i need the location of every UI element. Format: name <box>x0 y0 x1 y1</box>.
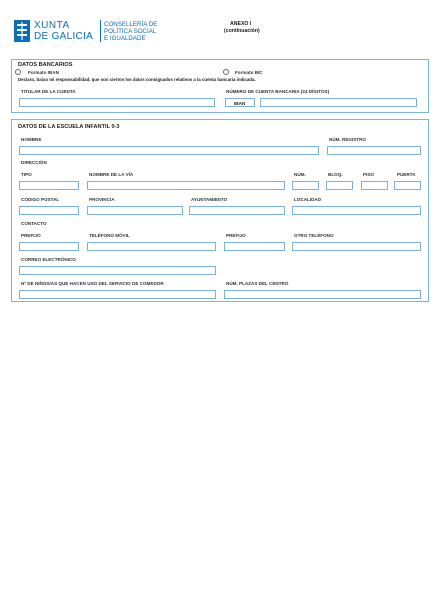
email-label: CORREO ELECTRÓNICO <box>21 257 76 262</box>
children-count-field[interactable] <box>19 290 216 299</box>
name-label: NOMBRE <box>21 137 42 142</box>
mobile-phone-field[interactable] <box>87 242 216 251</box>
mobile-phone-label: TELÉFONO MÓVIL <box>89 233 130 238</box>
council-field[interactable] <box>189 206 285 215</box>
brand-line1: XUNTA <box>34 20 70 31</box>
locality-label: LOCALIDAD <box>294 197 322 202</box>
iban-radio[interactable] <box>15 69 21 75</box>
iban-prefix-text: IBAN <box>234 100 246 106</box>
number-label: NÚM. <box>294 172 306 177</box>
door-label: PUERTA <box>397 172 416 177</box>
postal-code-label: CÓDIGO POSTAL <box>21 197 60 202</box>
iban-option-label: Formato IBAN <box>28 70 59 75</box>
dept-line3: E IGUALDADE <box>104 35 146 42</box>
street-field[interactable] <box>87 181 285 190</box>
other-phone-label: OTRO TELÉFONO <box>294 233 334 238</box>
dept-line2: POLÍTICA SOCIAL <box>104 28 157 35</box>
locality-field[interactable] <box>292 206 421 215</box>
places-label: NÚM. PLAZAS DEL CENTRO <box>226 281 289 286</box>
school-section-title: DATOS DE LA ESCUELA INFANTIL 0-3 <box>18 124 120 130</box>
xunta-logo-icon <box>14 20 30 42</box>
floor-field[interactable] <box>361 181 388 190</box>
iban-prefix-box <box>225 98 255 107</box>
prefix-label: PREFIJO <box>21 233 41 238</box>
bic-radio[interactable] <box>223 69 229 75</box>
number-field[interactable] <box>292 181 319 190</box>
email-field[interactable] <box>19 266 216 275</box>
header <box>12 18 432 48</box>
holder-field[interactable] <box>19 98 215 107</box>
contact-heading: CONTACTO <box>21 221 47 226</box>
prefix-field[interactable] <box>19 242 79 251</box>
street-label: NOMBRE DE LA VÍA <box>89 172 134 177</box>
annex-title: ANEXO I <box>230 21 252 27</box>
bank-section <box>11 59 429 113</box>
block-label: BLOQ. <box>328 172 343 177</box>
bank-section-title: DATOS BANCARIOS <box>18 62 73 68</box>
address-heading: DIRECCIÓN <box>21 160 47 165</box>
province-label: PROVINCIA <box>89 197 115 202</box>
province-field[interactable] <box>87 206 183 215</box>
door-field[interactable] <box>394 181 421 190</box>
registry-label: NÚM. REGISTRO <box>329 137 367 142</box>
name-field[interactable] <box>19 146 319 155</box>
account-label: NÚMERO DE CUENTA BANCARIA (24 DÍGITOS) <box>226 89 330 94</box>
account-number-field[interactable] <box>260 98 417 107</box>
prefix2-field[interactable] <box>224 242 285 251</box>
bic-option-label: Formato BIC <box>235 70 263 75</box>
prefix2-label: PREFIJO <box>226 233 246 238</box>
dept-line1: CONSELLERÍA DE <box>104 21 158 28</box>
brand-line2: DE GALICIA <box>34 31 94 42</box>
school-section <box>11 119 429 302</box>
children-count-label: Nº DE NIÑOS/AS QUE HACEN USO DEL SERVICIO DE COMEDOR <box>21 281 164 286</box>
registry-field[interactable] <box>327 146 421 155</box>
postal-code-field[interactable] <box>19 206 79 215</box>
places-field[interactable] <box>224 290 421 299</box>
header-divider <box>100 20 101 42</box>
type-label: TIPO <box>21 172 32 177</box>
bank-declaration: Declaro, baixo mi responsabilidad, que son ciertos los datos consignados relativos a la cuenta bancaria indicada. <box>18 77 256 82</box>
floor-label: PISO <box>363 172 374 177</box>
block-field[interactable] <box>326 181 353 190</box>
council-label: AYUNTAMIENTO <box>191 197 228 202</box>
other-phone-field[interactable] <box>292 242 421 251</box>
annex-subtitle: (continuación) <box>224 28 260 34</box>
type-field[interactable] <box>19 181 79 190</box>
holder-label: TITULAR DE LA CUENTA <box>21 89 76 94</box>
